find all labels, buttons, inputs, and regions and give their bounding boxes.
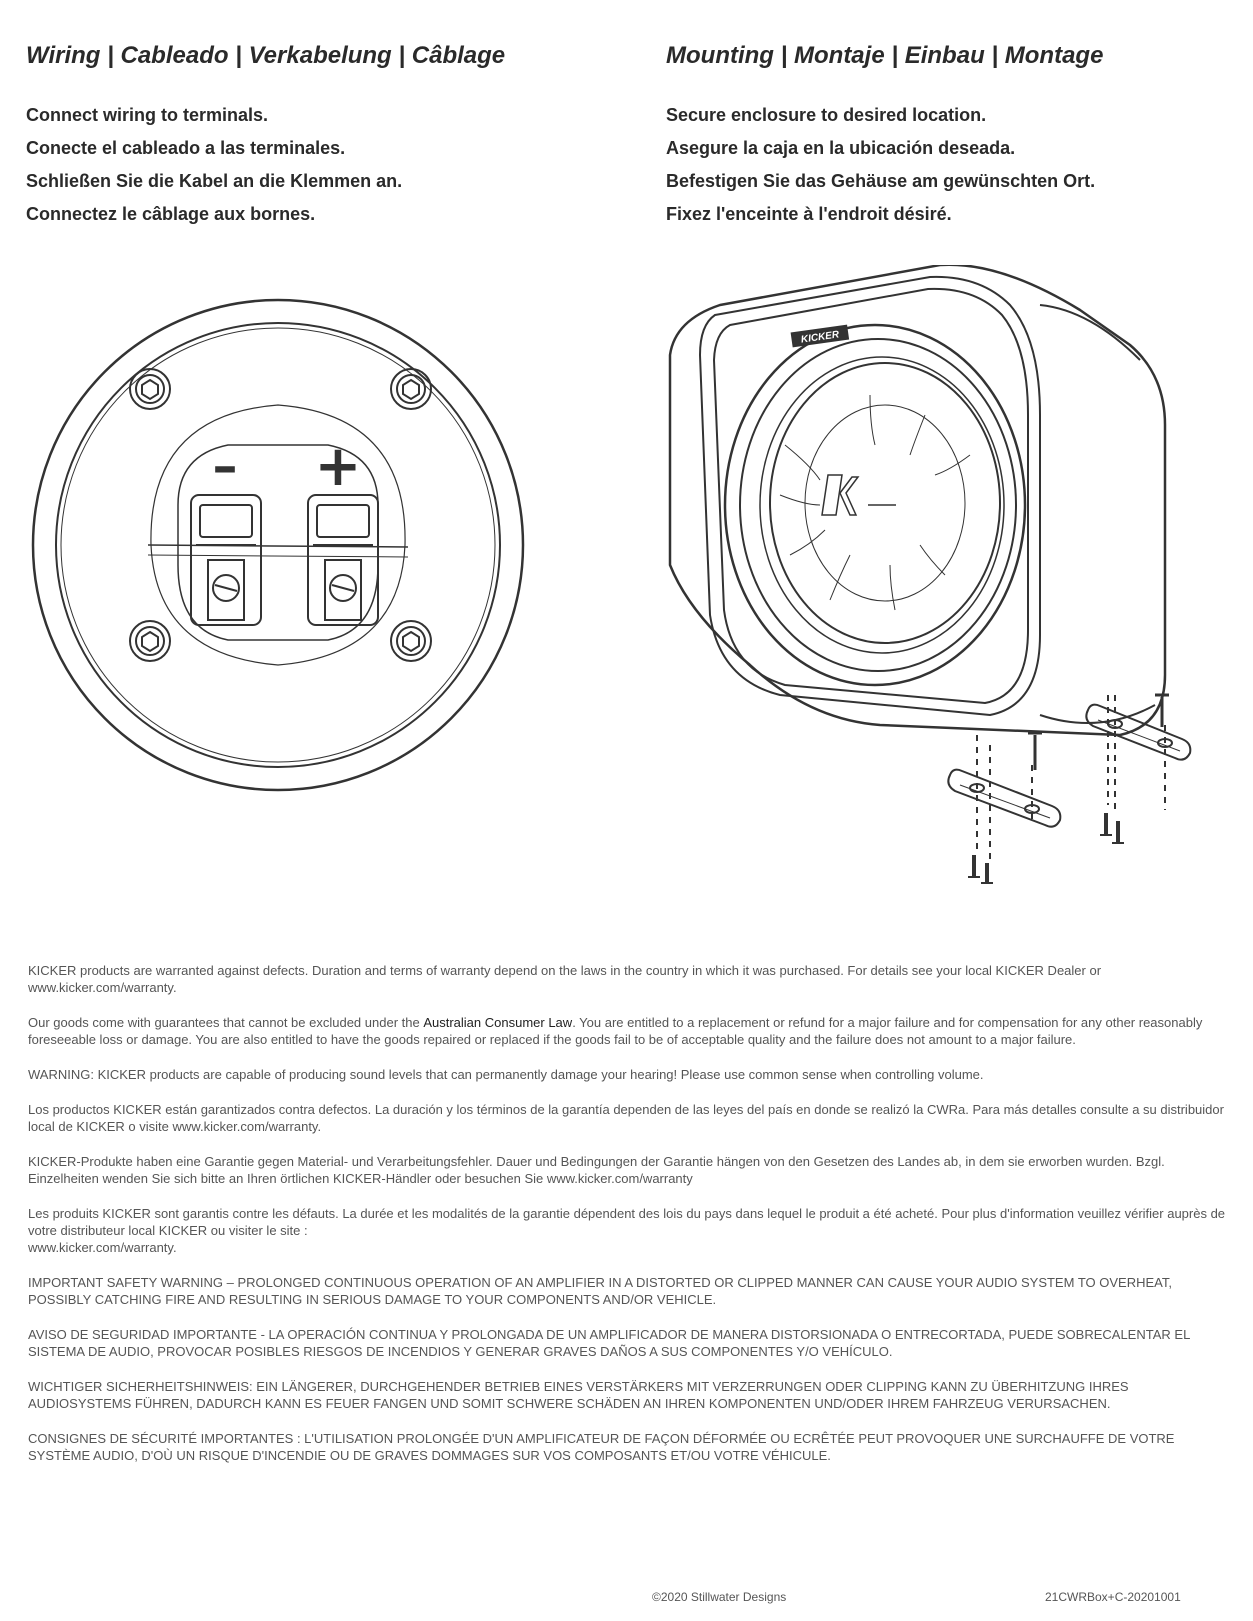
mounting-step-es: Asegure la caja en la ubicación deseada. <box>666 138 1016 158</box>
screw-icon <box>391 621 431 661</box>
warranty-fr-text: Les produits KICKER sont garantis contre les défauts. La durée et les modalités de la garantie dépendent des lois du pays dans lequel le produit a été acheté. Pour plus d'information veuillez vérifier auprès de votre distributeur local KICKER ou visiter le site : <box>28 1206 1226 1238</box>
negative-terminal <box>191 495 261 625</box>
mounting-title: Mounting | Montaje | Einbau | Montage <box>666 42 1104 69</box>
wiring-step-en: Connect wiring to terminals. <box>26 105 269 125</box>
mounting-steps <box>666 104 1095 236</box>
positive-terminal <box>308 495 378 625</box>
acl-text-after: . You are entitled to a replacement or refund for a major failure and for compensation for any other reasonably foreseeable loss or damage. You are also entitled to have the goods repaired or replaced if the goods fail to be of acceptable quality and the failure does not amount to a major failure. <box>28 1015 1203 1047</box>
wiring-step-fr: Connectez le câblage aux bornes. <box>26 204 316 224</box>
screw-icon <box>391 369 431 409</box>
acl-bold: Australian Consumer Law <box>423 1015 573 1030</box>
document-code: 21CWRBox+C-20201001 <box>1045 1590 1181 1604</box>
acl-notice <box>28 1014 1228 1048</box>
safety-de: WICHTIGER SICHERHEITSHINWEIS: EIN LÄNGERER, DURCHGEHENDER BETRIEB EINES VERSTÄRKERS MIT VERZERRUNGEN ODER CLIPPING KANN ZU ÜBERHITZUNG IHRES AUDIOSYSTEMS FÜHREN, DADURCH KANN ES FEUER FANGEN UND SOMIT SCHWERE SCHÄDEN AN IHREN KOMPONENTEN UND/ODER IHREM FAHRZEUG VERURSACHEN. <box>28 1379 1129 1411</box>
kicker-logo-icon <box>822 475 858 515</box>
screw-icon <box>130 621 170 661</box>
screw-icon <box>130 369 170 409</box>
safety-es: AVISO DE SEGURIDAD IMPORTANTE - LA OPERACIÓN CONTINUA Y PROLONGADA DE UN AMPLIFICADOR DE MANERA DISTORSIONADA O ENTRECORTADA, PUEDE SOBRECALENTAR EL SISTEMA DE AUDIO, PROVOCAR POSIBLES RIESGOS DE INCENDIOS Y GENERAR GRAVES DAÑOS A SUS COMPONENTES Y/O VEHÍCULO. <box>28 1327 1190 1359</box>
wiring-step-de: Schließen Sie die Kabel an die Klemmen an. <box>26 171 403 191</box>
positive-label: + <box>314 434 362 499</box>
enclosure-mounting-illustration <box>660 265 1220 905</box>
bolt-icon <box>1100 813 1124 843</box>
screw-icon <box>1028 733 1042 770</box>
acl-text-before: Our goods come with guarantees that cannot be excluded under the <box>28 1015 424 1030</box>
mounting-step-en: Secure enclosure to desired location. <box>666 105 987 125</box>
negative-label: – <box>212 437 238 495</box>
wiring-steps <box>26 104 402 236</box>
warranty-fr-url: www.kicker.com/warranty. <box>28 1240 177 1255</box>
mounting-bracket-icon <box>948 770 1060 827</box>
warranty-de: KICKER-Produkte haben eine Garantie gegen Material- und Verarbeitungsfehler. Dauer und Bedingungen der Garantie hängen von den Gesetzen des Landes ab, in dem sie erworben wurden. Bzgl. Einzelheiten wenden Sie sich bitte an Ihren örtlichen KICKER-Händler oder besuchen Sie www.kicker.com/warranty <box>28 1154 1165 1186</box>
kicker-badge-text: KICKER <box>800 329 840 346</box>
legal-text <box>28 962 1228 1482</box>
warranty-en: KICKER products are warranted against defects. Duration and terms of warranty depend on the laws in the country in which it was purchased. For details see your local KICKER Dealer or www.kicker.com/warranty. <box>28 963 1102 995</box>
wiring-step-es: Conecte el cableado a las terminales. <box>26 138 346 158</box>
safety-en: IMPORTANT SAFETY WARNING – PROLONGED CONTINUOUS OPERATION OF AN AMPLIFIER IN A DISTORTED OR CLIPPED MANNER CAN CAUSE YOUR AUDIO SYSTEM TO OVERHEAT, POSSIBLY CATCHING FIRE AND RESULTING IN SERIOUS DAMAGE TO YOUR COMPONENTS AND/OR VEHICLE. <box>28 1275 1172 1307</box>
warranty-es: Los productos KICKER están garantizados contra defectos. La duración y los términos de la garantía dependen de las leyes del país en donde se realizó la CWRa. Para más detalles consulte a su distribuidor local de KICKER o visite www.kicker.com/warranty. <box>28 1102 1224 1134</box>
wiring-title: Wiring | Cableado | Verkabelung | Câblage <box>26 42 506 69</box>
hearing-warning: WARNING: KICKER products are capable of producing sound levels that can permanently damage your hearing! Please use common sense when controlling volume. <box>28 1067 984 1082</box>
mounting-step-fr: Fixez l'enceinte à l'endroit désiré. <box>666 204 952 224</box>
mounting-step-de: Befestigen Sie das Gehäuse am gewünschten Ort. <box>666 171 1096 191</box>
copyright: ©2020 Stillwater Designs <box>652 1590 787 1604</box>
safety-fr: CONSIGNES DE SÉCURITÉ IMPORTANTES : L'UTILISATION PROLONGÉE D'UN AMPLIFICATEUR DE FAÇON DÉFORMÉE OU ECRÊTÉE PEUT PROVOQUER UNE SURCHAUFFE DE VOTRE SYSTÈME AUDIO, D'OÙ UN RISQUE D'INCENDIE OU DE GRAVES DOMMAGES SUR VOS COMPOSANTS ET/OU VOTRE VÉHICULE. <box>28 1431 1175 1463</box>
terminal-cup-illustration <box>28 295 528 795</box>
bolt-icon <box>968 855 993 883</box>
warranty-fr <box>28 1205 1228 1256</box>
